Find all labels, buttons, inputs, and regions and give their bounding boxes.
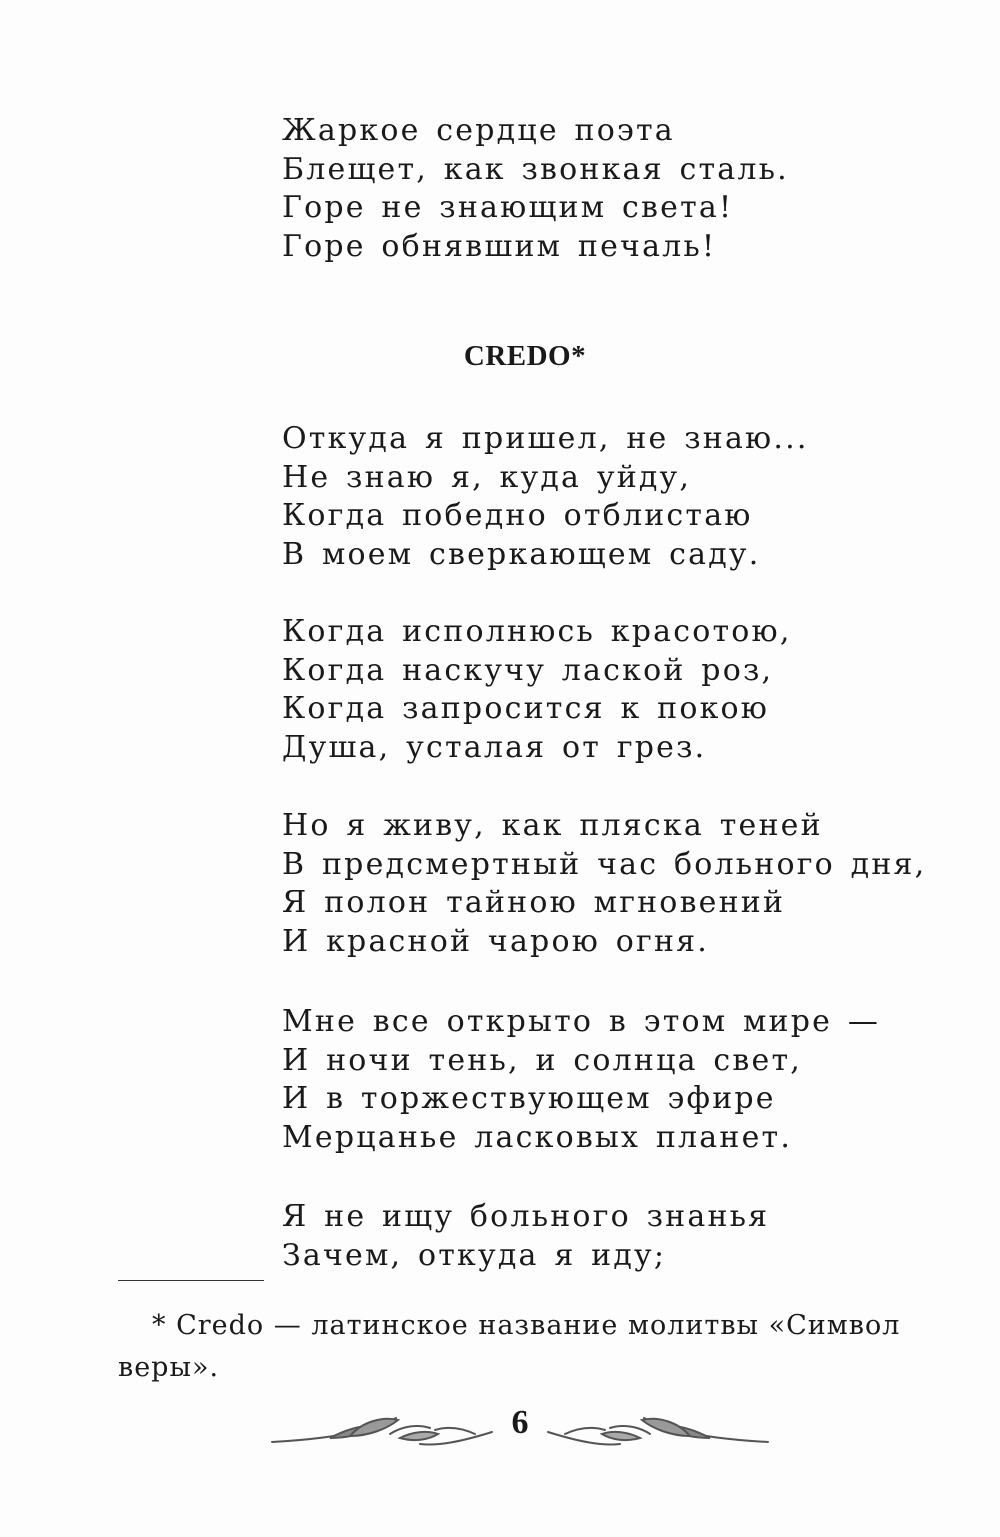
poem-line: Когда победно отблистаю bbox=[282, 498, 753, 534]
poem-line: Откуда я пришел, не знаю... bbox=[282, 421, 809, 456]
footnote-divider bbox=[118, 1280, 264, 1281]
stanza-4 bbox=[282, 1003, 880, 1158]
stanza-3 bbox=[282, 807, 926, 962]
poem-title: CREDO* bbox=[463, 340, 587, 372]
top-stanza bbox=[282, 112, 789, 267]
poem-line: И ночи тень, и солнца свет, bbox=[282, 1042, 803, 1078]
poem-line: Не знаю я, куда уйду, bbox=[282, 459, 692, 495]
poem-line: Горе не знающим света! bbox=[282, 190, 734, 226]
poem-line: И в торжествующем эфире bbox=[282, 1081, 776, 1117]
poem-line: Мне все открыто в этом мире — bbox=[282, 1004, 881, 1039]
page-footer bbox=[270, 1400, 770, 1460]
poem-line: В моем сверкающем саду. bbox=[282, 537, 761, 573]
stanza-1 bbox=[282, 420, 809, 575]
poem-line: Зачем, откуда я иду; bbox=[282, 1237, 667, 1273]
footnote: * Credo — латинское название молитвы «Символ веры». bbox=[118, 1310, 901, 1383]
poem-line: Когда запросится к покою bbox=[282, 691, 770, 727]
poem-line: И красной чарою огня. bbox=[282, 924, 710, 960]
poem-line: Душа, усталая от грез. bbox=[282, 730, 707, 766]
poem-line: Я полон тайною мгновений bbox=[282, 885, 786, 921]
right-ornament-icon bbox=[545, 1412, 770, 1452]
stanza-5 bbox=[282, 1198, 769, 1275]
stanza-2 bbox=[282, 613, 792, 768]
poem-line: Когда наскучу лаской роз, bbox=[282, 652, 774, 688]
poem-line: Жаркое сердце поэта bbox=[282, 113, 675, 148]
poem-line: Но я живу, как пляска теней bbox=[282, 808, 823, 843]
poem-line: В предсмертный час больного дня, bbox=[282, 846, 927, 882]
poem-line: Блещет, как звонкая сталь. bbox=[282, 151, 789, 187]
page-number: 6 bbox=[511, 1404, 529, 1441]
poem-line: Горе обнявшим печаль! bbox=[282, 229, 717, 265]
poem-line: Мерцанье ласковых планет. bbox=[282, 1120, 793, 1156]
poem-line: Я не ищу больного знанья bbox=[282, 1199, 770, 1234]
poem-line: Когда исполнюсь красотою, bbox=[282, 614, 792, 649]
